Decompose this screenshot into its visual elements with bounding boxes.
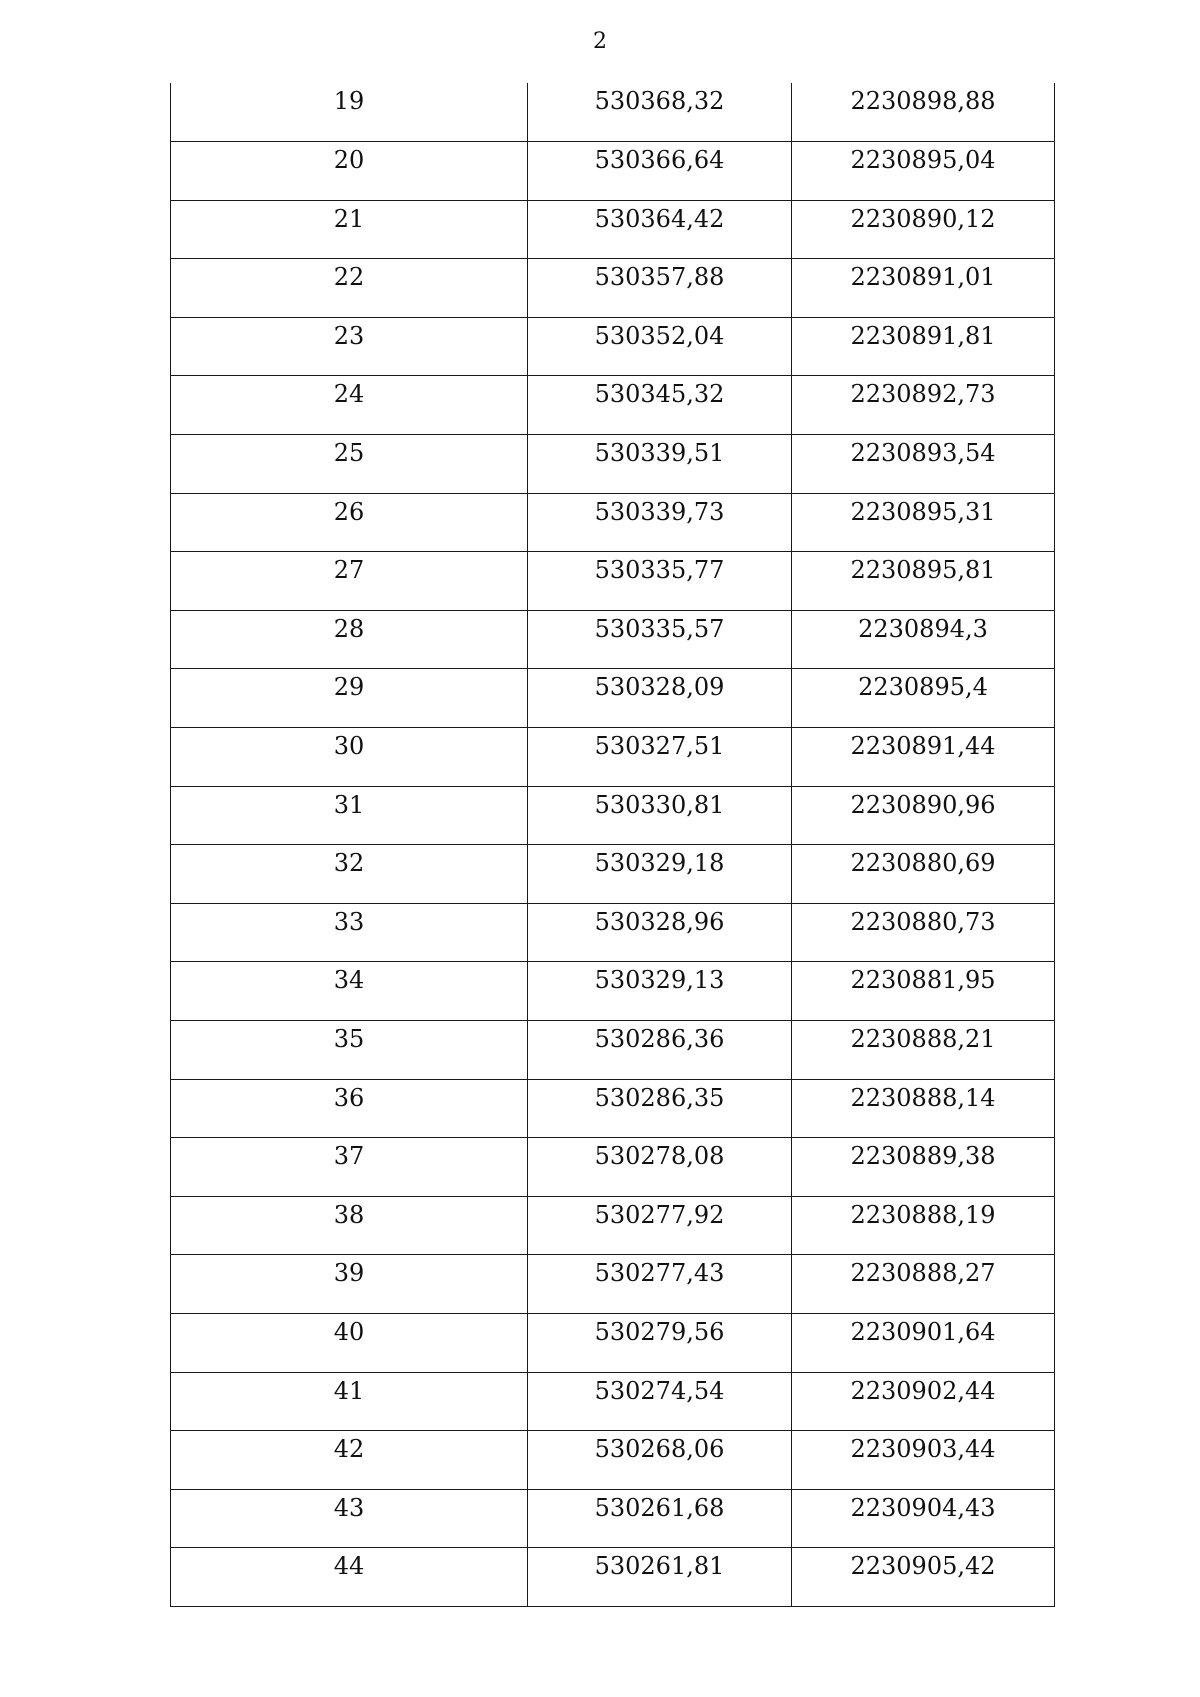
y-coordinate-cell: [792, 1138, 1055, 1197]
cell-value: 530279,56: [594, 1317, 725, 1346]
table-row: [171, 376, 1055, 435]
table-row: [171, 903, 1055, 962]
table-row: [171, 728, 1055, 787]
cell-value: 2230880,73: [850, 907, 996, 936]
y-coordinate-cell: [792, 552, 1055, 611]
cell-value: 2230895,04: [850, 146, 996, 175]
y-coordinate-cell: [792, 493, 1055, 552]
table-row: [171, 1548, 1055, 1607]
table-row: [171, 200, 1055, 259]
cell-value: 530327,51: [594, 732, 725, 761]
point-number-cell: [171, 1021, 528, 1080]
x-coordinate-cell: [528, 1079, 792, 1138]
table-row: [171, 1138, 1055, 1197]
cell-value: 37: [333, 1142, 365, 1171]
table-row: [171, 669, 1055, 728]
table-row: [171, 1079, 1055, 1138]
cell-value: 530277,92: [594, 1200, 725, 1229]
point-number-cell: [171, 493, 528, 552]
point-number-cell: [171, 1372, 528, 1431]
cell-value: 23: [333, 321, 365, 350]
y-coordinate-cell: [792, 669, 1055, 728]
table-row: [171, 142, 1055, 201]
y-coordinate-cell: [792, 1021, 1055, 1080]
cell-value: 2230904,43: [850, 1493, 996, 1522]
cell-value: 2230901,64: [850, 1317, 996, 1346]
point-number-cell: [171, 1196, 528, 1255]
table-row: [171, 1021, 1055, 1080]
point-number-cell: [171, 1079, 528, 1138]
cell-value: 42: [333, 1435, 365, 1464]
table-row: [171, 1196, 1055, 1255]
cell-value: 2230898,88: [850, 87, 996, 115]
cell-value: 32: [333, 849, 365, 878]
cell-value: 2230890,96: [850, 790, 996, 819]
cell-value: 530339,73: [594, 497, 725, 526]
point-number-cell: [171, 552, 528, 611]
point-number-cell: [171, 1138, 528, 1197]
x-coordinate-cell: [528, 1138, 792, 1197]
cell-value: 20: [333, 146, 365, 175]
point-number-cell: [171, 669, 528, 728]
y-coordinate-cell: [792, 1431, 1055, 1490]
table-row: [171, 552, 1055, 611]
y-coordinate-cell: [792, 1079, 1055, 1138]
cell-value: 530329,18: [594, 849, 725, 878]
cell-value: 26: [333, 497, 365, 526]
point-number-cell: [171, 1489, 528, 1548]
cell-value: 2230895,4: [858, 673, 988, 702]
x-coordinate-cell: [528, 493, 792, 552]
cell-value: 44: [333, 1552, 365, 1581]
table-row: [171, 1489, 1055, 1548]
point-number-cell: [171, 728, 528, 787]
cell-value: 2230894,3: [858, 614, 988, 643]
x-coordinate-cell: [528, 435, 792, 494]
y-coordinate-cell: [792, 1489, 1055, 1548]
point-number-cell: [171, 435, 528, 494]
point-number-cell: [171, 845, 528, 904]
table-row: [171, 83, 1055, 142]
cell-value: 31: [333, 790, 365, 819]
table-row: [171, 1313, 1055, 1372]
y-coordinate-cell: [792, 1548, 1055, 1607]
point-number-cell: [171, 903, 528, 962]
point-number-cell: [171, 376, 528, 435]
cell-value: 530339,51: [594, 439, 725, 468]
cell-value: 530335,77: [594, 556, 725, 585]
table-row: [171, 1255, 1055, 1314]
cell-value: 530368,32: [594, 87, 725, 115]
x-coordinate-cell: [528, 962, 792, 1021]
cell-value: 530366,64: [594, 146, 725, 175]
table-row: [171, 317, 1055, 376]
x-coordinate-cell: [528, 1372, 792, 1431]
x-coordinate-cell: [528, 903, 792, 962]
y-coordinate-cell: [792, 962, 1055, 1021]
coordinates-table-body: [171, 83, 1055, 1606]
cell-value: 36: [333, 1083, 365, 1112]
cell-value: 2230895,81: [850, 556, 996, 585]
point-number-cell: [171, 1431, 528, 1490]
x-coordinate-cell: [528, 1255, 792, 1314]
cell-value: 39: [333, 1259, 365, 1288]
point-number-cell: [171, 1255, 528, 1314]
point-number-cell: [171, 1313, 528, 1372]
cell-value: 530357,88: [594, 263, 725, 292]
y-coordinate-cell: [792, 1372, 1055, 1431]
table-row: [171, 845, 1055, 904]
point-number-cell: [171, 83, 528, 142]
table-row: [171, 1372, 1055, 1431]
cell-value: 2230902,44: [850, 1376, 996, 1405]
cell-value: 530286,36: [594, 1025, 725, 1053]
cell-value: 2230888,27: [850, 1259, 996, 1288]
cell-value: 35: [333, 1025, 365, 1053]
cell-value: 530261,81: [594, 1552, 725, 1581]
point-number-cell: [171, 1548, 528, 1607]
x-coordinate-cell: [528, 1313, 792, 1372]
point-number-cell: [171, 259, 528, 318]
cell-value: 21: [333, 204, 365, 233]
y-coordinate-cell: [792, 903, 1055, 962]
cell-value: 2230903,44: [850, 1435, 996, 1464]
x-coordinate-cell: [528, 728, 792, 787]
x-coordinate-cell: [528, 259, 792, 318]
y-coordinate-cell: [792, 1255, 1055, 1314]
cell-value: 530278,08: [594, 1142, 725, 1171]
cell-value: 2230891,01: [850, 263, 996, 292]
cell-value: 2230880,69: [850, 849, 996, 878]
y-coordinate-cell: [792, 1313, 1055, 1372]
cell-value: 530345,32: [594, 380, 725, 409]
cell-value: 25: [333, 439, 365, 468]
cell-value: 2230888,19: [850, 1200, 996, 1229]
cell-value: 30: [333, 732, 365, 761]
cell-value: 28: [333, 614, 365, 643]
cell-value: 2230891,44: [850, 732, 996, 761]
cell-value: 530364,42: [594, 204, 725, 233]
y-coordinate-cell: [792, 83, 1055, 142]
cell-value: 41: [333, 1376, 365, 1405]
x-coordinate-cell: [528, 845, 792, 904]
point-number-cell: [171, 786, 528, 845]
x-coordinate-cell: [528, 317, 792, 376]
y-coordinate-cell: [792, 610, 1055, 669]
x-coordinate-cell: [528, 552, 792, 611]
cell-value: 43: [333, 1493, 365, 1522]
cell-value: 2230881,95: [850, 966, 996, 995]
cell-value: 530328,09: [594, 673, 725, 702]
x-coordinate-cell: [528, 142, 792, 201]
y-coordinate-cell: [792, 435, 1055, 494]
cell-value: 2230888,14: [850, 1083, 996, 1112]
cell-value: 2230895,31: [850, 497, 996, 526]
cell-value: 530352,04: [594, 321, 725, 350]
cell-value: 33: [333, 907, 365, 936]
y-coordinate-cell: [792, 259, 1055, 318]
y-coordinate-cell: [792, 786, 1055, 845]
x-coordinate-cell: [528, 1021, 792, 1080]
x-coordinate-cell: [528, 669, 792, 728]
cell-value: 2230893,54: [850, 439, 996, 468]
cell-value: 530277,43: [594, 1259, 725, 1288]
cell-value: 38: [333, 1200, 365, 1229]
cell-value: 2230889,38: [850, 1142, 996, 1171]
cell-value: 2230905,42: [850, 1552, 996, 1581]
cell-value: 530274,54: [594, 1376, 725, 1405]
cell-value: 530330,81: [594, 790, 725, 819]
table-row: [171, 1431, 1055, 1490]
cell-value: 530286,35: [594, 1083, 725, 1112]
cell-value: 530335,57: [594, 614, 725, 643]
cell-value: 2230891,81: [850, 321, 996, 350]
x-coordinate-cell: [528, 1431, 792, 1490]
table-row: [171, 493, 1055, 552]
point-number-cell: [171, 962, 528, 1021]
y-coordinate-cell: [792, 376, 1055, 435]
y-coordinate-cell: [792, 845, 1055, 904]
x-coordinate-cell: [528, 1196, 792, 1255]
cell-value: 530328,96: [594, 907, 725, 936]
table-row: [171, 962, 1055, 1021]
point-number-cell: [171, 317, 528, 376]
cell-value: 19: [333, 87, 365, 115]
cell-value: 22: [333, 263, 365, 292]
x-coordinate-cell: [528, 1489, 792, 1548]
x-coordinate-cell: [528, 1548, 792, 1607]
table-row: [171, 259, 1055, 318]
cell-value: 2230888,21: [850, 1025, 996, 1053]
table-row: [171, 435, 1055, 494]
cell-value: 2230892,73: [850, 380, 996, 409]
cell-value: 40: [333, 1317, 365, 1346]
x-coordinate-cell: [528, 200, 792, 259]
y-coordinate-cell: [792, 317, 1055, 376]
x-coordinate-cell: [528, 83, 792, 142]
y-coordinate-cell: [792, 142, 1055, 201]
page-number: 2: [593, 29, 607, 54]
point-number-cell: [171, 200, 528, 259]
coordinates-table: [170, 83, 1055, 1607]
cell-value: 27: [333, 556, 365, 585]
cell-value: 530261,68: [594, 1493, 725, 1522]
table-row: [171, 610, 1055, 669]
y-coordinate-cell: [792, 1196, 1055, 1255]
x-coordinate-cell: [528, 786, 792, 845]
cell-value: 2230890,12: [850, 204, 996, 233]
y-coordinate-cell: [792, 728, 1055, 787]
cell-value: 530329,13: [594, 966, 725, 995]
point-number-cell: [171, 142, 528, 201]
point-number-cell: [171, 610, 528, 669]
table-row: [171, 786, 1055, 845]
y-coordinate-cell: [792, 200, 1055, 259]
cell-value: 24: [333, 380, 365, 409]
x-coordinate-cell: [528, 376, 792, 435]
cell-value: 34: [333, 966, 365, 995]
x-coordinate-cell: [528, 610, 792, 669]
cell-value: 29: [333, 673, 365, 702]
cell-value: 530268,06: [594, 1435, 725, 1464]
